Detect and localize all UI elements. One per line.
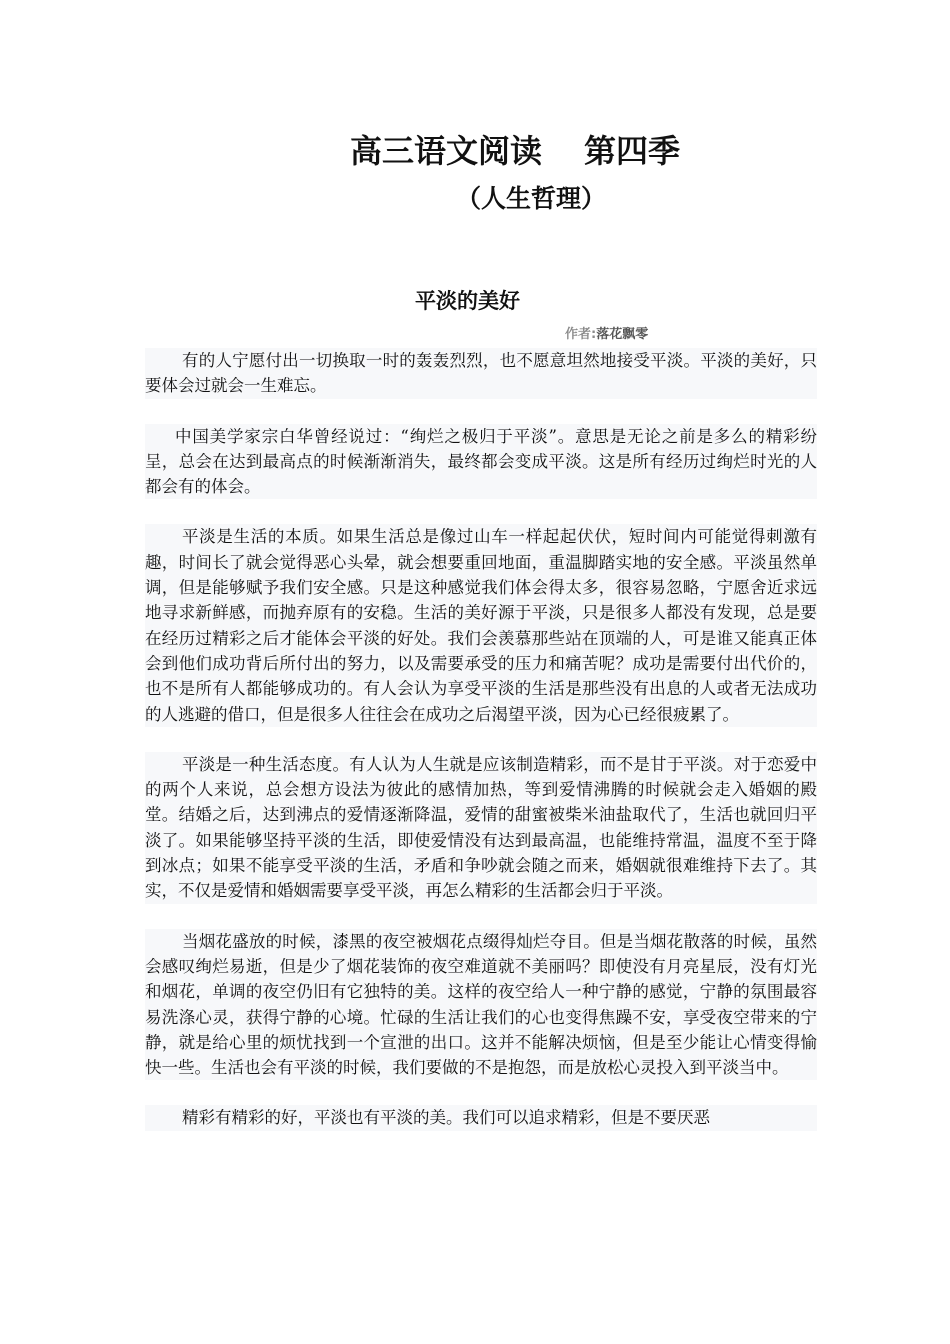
main-title-part2: 第四季 <box>584 132 681 170</box>
article-body <box>145 348 817 1156</box>
paragraph-6: 精彩有精彩的好，平淡也有平淡的美。我们可以追求精彩，但是不要厌恶 <box>145 1105 817 1130</box>
paragraph-3: 平淡是生活的本质。如果生活总是像过山车一样起起伏伏，短时间内可能觉得刺激有趣，时间长了就会觉得恶心头晕，就会想要重回地面，重温脚踏实地的安全感。平淡虽然单调，但是能够赋予我们安全感。只是这种感觉我们体会得太多，很容易忽略，宁愿舍近求远地寻求新鲜感，而抛弃原有的安稳。生活的美好源于平淡，只是很多人都没有发现，总是要在经历过精彩之后才能体会平淡的好处。我们会羡慕那些站在顶端的人，可是谁又能真正体会到他们成功背后所付出的努力，以及需要承受的压力和痛苦呢？成功是需要付出代价的，也不是所有人都能够成功的。有人会认为享受平淡的生活是那些没有出息的人或者无法成功的人逃避的借口，但是很多人往往会在成功之后渴望平淡，因为心已经很疲累了。 <box>145 524 817 726</box>
author-name: 落花飘零 <box>596 327 649 342</box>
author-label: 作者: <box>565 327 597 342</box>
subtitle: （人生哲理） <box>456 184 607 213</box>
main-title <box>350 131 770 171</box>
paragraph-2: 中国美学家宗白华曾经说过：“绚烂之极归于平淡”。意思是无论之前是多么的精彩纷呈，总会在达到最高点的时候渐渐消失，最终都会变成平淡。这是所有经历过绚烂时光的人都会有的体会。 <box>145 424 817 500</box>
main-title-part1: 高三语文阅读 <box>350 132 543 170</box>
author-line <box>565 326 648 344</box>
paragraph-4: 平淡是一种生活态度。有人认为人生就是应该制造精彩，而不是甘于平淡。对于恋爱中的两个人来说，总会想方设法为彼此的感情加热，等到爱情沸腾的时候就会走入婚姻的殿堂。结婚之后，达到沸点的爱情逐渐降温，爱情的甜蜜被柴米油盐取代了，生活也就回归平淡了。如果能够坚持平淡的生活，即使爱情没有达到最高温，也能维持常温，温度不至于降到冰点；如果不能享受平淡的生活，矛盾和争吵就会随之而来，婚姻就很难维持下去了。其实，不仅是爱情和婚姻需要享受平淡，再怎么精彩的生活都会归于平淡。 <box>145 752 817 904</box>
paragraph-1: 有的人宁愿付出一切换取一时的轰轰烈烈，也不愿意坦然地接受平淡。平淡的美好，只要体会过就会一生难忘。 <box>145 348 817 399</box>
article-title: 平淡的美好 <box>415 288 520 313</box>
paragraph-5: 当烟花盛放的时候，漆黑的夜空被烟花点缀得灿烂夺目。但是当烟花散落的时候，虽然会感叹绚烂易逝，但是少了烟花装饰的夜空难道就不美丽吗？即使没有月亮星辰，没有灯光和烟花，单调的夜空仍旧有它独特的美。这样的夜空给人一种宁静的感觉，宁静的氛围最容易洗涤心灵，获得宁静的心境。忙碌的生活让我们的心也变得焦躁不安，享受夜空带来的宁静，就是给心里的烦忧找到一个宣泄的出口。这并不能解决烦恼，但是至少能让心情变得愉快一些。生活也会有平淡的时候，我们要做的不是抱怨，而是放松心灵投入到平淡当中。 <box>145 929 817 1081</box>
